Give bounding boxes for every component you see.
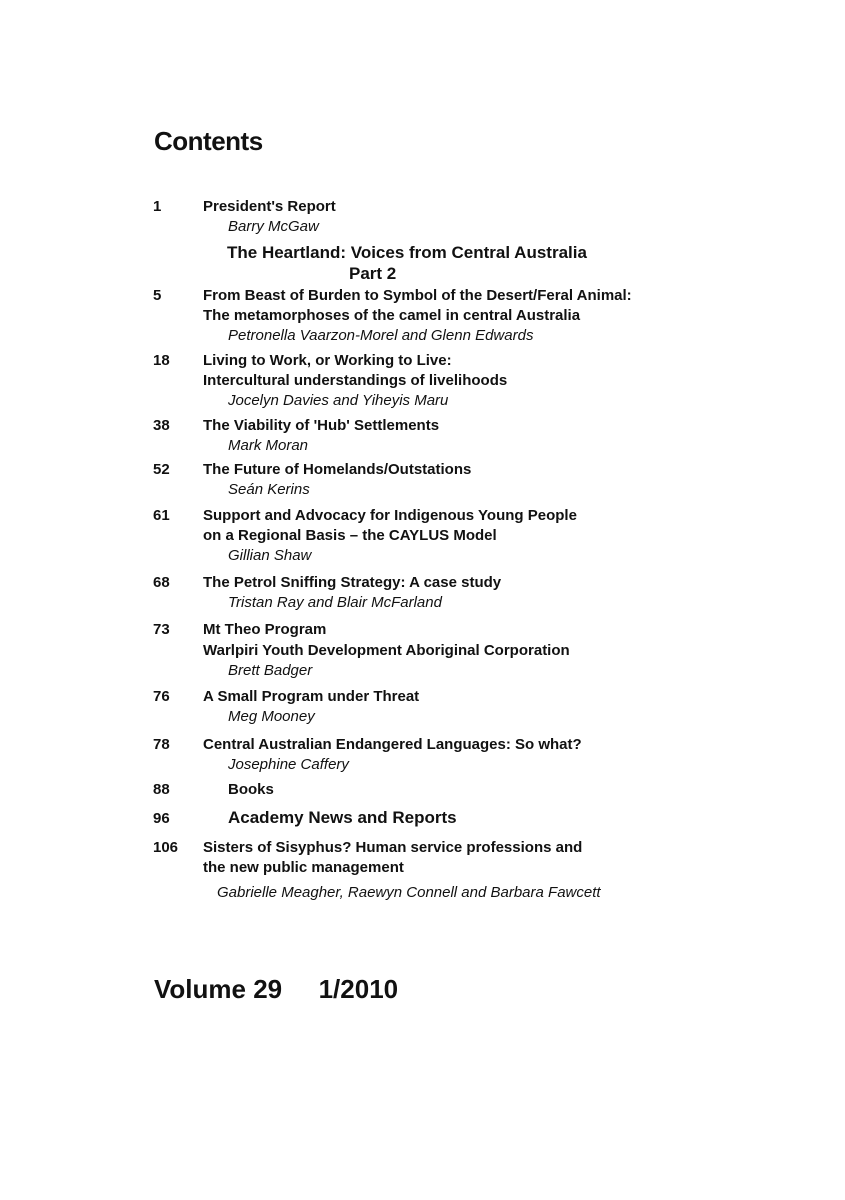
- entry-authors: Jocelyn Davies and Yiheyis Maru: [228, 392, 449, 409]
- entry-title[interactable]: The Future of Homelands/Outstations: [203, 461, 472, 478]
- entry-title[interactable]: The Viability of 'Hub' Settlements: [203, 417, 440, 434]
- entry-authors: Petronella Vaarzon-Morel and Glenn Edwards: [228, 327, 534, 344]
- entry-page-number: 106: [153, 839, 179, 856]
- entry-title[interactable]: Books: [228, 781, 274, 798]
- entry-authors: Mark Moran: [228, 437, 309, 454]
- entry-authors: Josephine Caffery: [228, 756, 349, 773]
- entry-title[interactable]: President's Report: [203, 198, 336, 215]
- entry-page-number: 38: [153, 417, 170, 434]
- entry-page-number: 78: [153, 736, 170, 753]
- volume-issue: 1/2010: [318, 974, 399, 1004]
- entry-title[interactable]: Academy News and Reports: [228, 808, 457, 827]
- entry-title-line[interactable]: The metamorphoses of the camel in central Australia: [203, 307, 581, 324]
- entry-page-number: 18: [153, 352, 170, 369]
- entry-authors: Barry McGaw: [228, 218, 319, 235]
- page-title: Contents: [154, 126, 263, 156]
- entry-page-number: 96: [153, 810, 170, 827]
- entry-page-number: 1: [153, 198, 162, 215]
- section-heading: The Heartland: Voices from Central Australia: [227, 243, 587, 262]
- entry-title[interactable]: A Small Program under Threat: [203, 688, 420, 705]
- entry-title-line[interactable]: on a Regional Basis – the CAYLUS Model: [203, 527, 497, 544]
- entry-title-line[interactable]: From Beast of Burden to Symbol of the Desert/Feral Animal:: [203, 287, 632, 304]
- entry-page-number: 5: [153, 287, 162, 304]
- section-heading-part: Part 2: [349, 264, 397, 283]
- entry-authors: Gabrielle Meagher, Raewyn Connell and Barbara Fawcett: [217, 884, 601, 901]
- entry-page-number: 73: [153, 621, 170, 638]
- entry-authors: Meg Mooney: [228, 708, 315, 725]
- entry-title-line[interactable]: Warlpiri Youth Development Aboriginal Corporation: [203, 642, 570, 659]
- entry-page-number: 68: [153, 574, 170, 591]
- entry-title-line[interactable]: the new public management: [203, 859, 404, 876]
- entry-title[interactable]: The Petrol Sniffing Strategy: A case study: [203, 574, 502, 591]
- entry-page-number: 88: [153, 781, 170, 798]
- entry-title-line[interactable]: Sisters of Sisyphus? Human service professions and: [203, 839, 583, 856]
- entry-title-line[interactable]: Support and Advocacy for Indigenous Young People: [203, 507, 577, 524]
- volume-label: Volume 29: [154, 974, 283, 1004]
- entry-authors: Seán Kerins: [228, 481, 310, 498]
- entry-page-number: 61: [153, 507, 170, 524]
- entry-title-line[interactable]: Mt Theo Program: [203, 621, 327, 638]
- entry-authors: Gillian Shaw: [228, 547, 312, 564]
- entry-title[interactable]: Central Australian Endangered Languages: So what?: [203, 736, 582, 753]
- volume-info: [154, 974, 398, 1005]
- entry-authors: Brett Badger: [228, 662, 313, 679]
- entry-page-number: 76: [153, 688, 170, 705]
- entry-page-number: 52: [153, 461, 170, 478]
- entry-title-line[interactable]: Living to Work, or Working to Live:: [203, 352, 452, 369]
- entry-authors: Tristan Ray and Blair McFarland: [228, 594, 442, 611]
- entry-title-line[interactable]: Intercultural understandings of livelihoods: [203, 372, 508, 389]
